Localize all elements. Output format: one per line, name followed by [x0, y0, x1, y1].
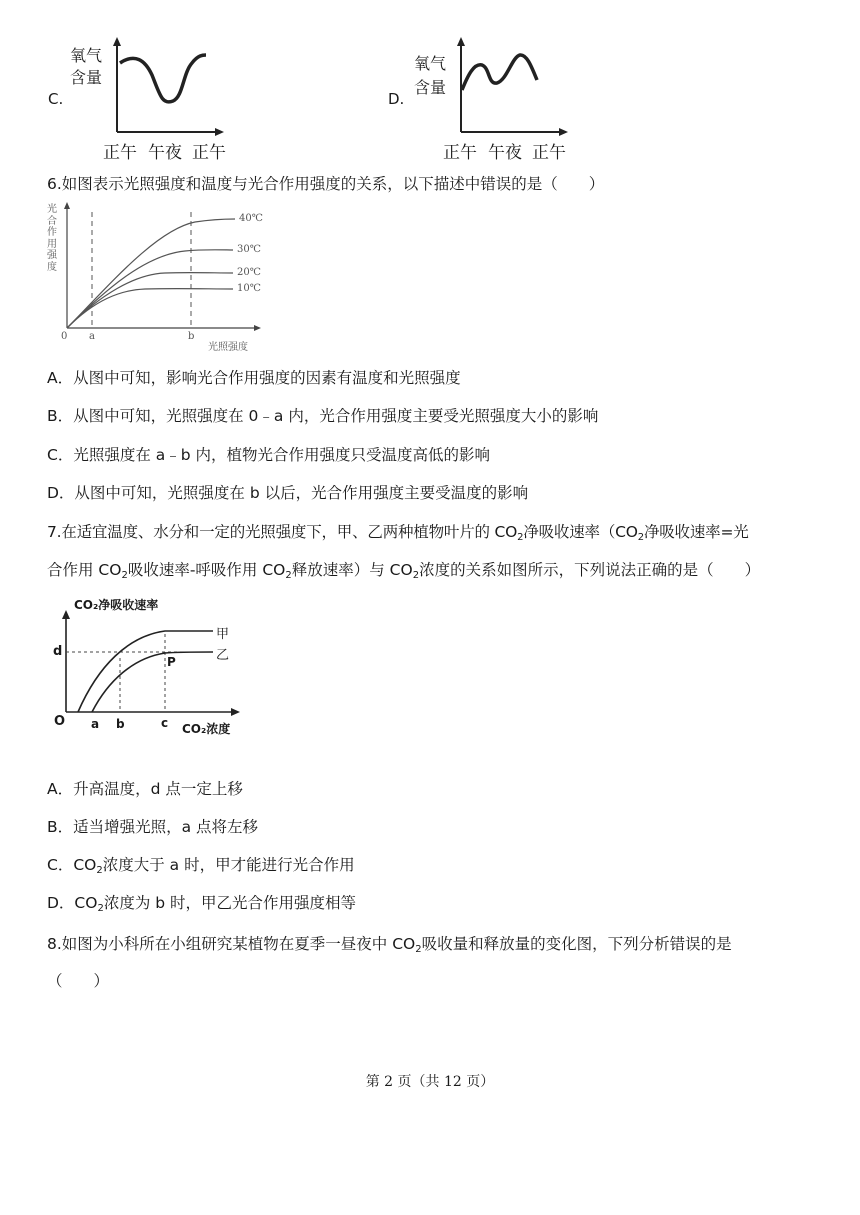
- y-axis-char: 度: [47, 261, 57, 273]
- x-mark-a: a: [91, 717, 100, 731]
- stem-text: 浓度的关系如图所示，下列说法正确的是（ ）: [419, 561, 761, 579]
- y-axis-label-line2: 含量: [70, 68, 103, 87]
- origin-label: O: [54, 714, 66, 729]
- y-axis-char: 作: [47, 227, 57, 238]
- q6-option-b: B．从图中可知，光照强度在 0﹣a 内，光合作用强度主要受光照强度大小的影响: [47, 407, 599, 425]
- stem-text: 吸收量和释放量的变化图，下列分析错误的是: [421, 935, 732, 953]
- point-p-label: P: [167, 655, 176, 669]
- x-axis-label: CO₂浓度: [182, 722, 231, 736]
- option-text: C．CO: [47, 856, 97, 874]
- page-number-footer: 第 2 页（共 12 页）: [365, 1074, 495, 1090]
- y-mark-d: d: [53, 644, 63, 659]
- q8-stem-line1: [47, 932, 732, 955]
- q7-option-c: [47, 853, 355, 876]
- x-mark-b: b: [116, 717, 125, 731]
- series-label-10c: 10℃: [237, 283, 261, 294]
- y-axis-char: 强: [47, 250, 57, 261]
- subscript-2: 2: [97, 903, 104, 914]
- y-axis-label-line2: 含量: [414, 78, 447, 97]
- option-letter: D.: [388, 90, 405, 108]
- x-tick-noon-start: 正午: [443, 143, 477, 163]
- series-label-20c: 20℃: [237, 267, 261, 278]
- stem-text: 7.在适宜温度、水分和一定的光照强度下，甲、乙两种植物叶片的 CO: [47, 523, 518, 541]
- x-tick-noon-end: 正午: [532, 143, 566, 163]
- x-tick-midnight: 午夜: [148, 143, 182, 163]
- option-text: D．CO: [47, 894, 98, 912]
- x-tick-noon-start: 正午: [103, 143, 137, 163]
- q5-option-c: [40, 35, 240, 165]
- option-letter: C.: [48, 90, 64, 108]
- origin-label: 0: [61, 331, 68, 342]
- series-label-30c: 30℃: [237, 244, 261, 255]
- q6-option-c: C．光照强度在 a﹣b 内，植物光合作用强度只受温度高低的影响: [47, 446, 491, 464]
- q6-figure: [45, 200, 275, 355]
- x-tick-midnight: 午夜: [488, 143, 522, 163]
- q5-option-d: [382, 35, 582, 165]
- stem-text: 合作用 CO: [47, 561, 122, 579]
- x-tick-noon-end: 正午: [192, 143, 226, 163]
- subscript-2: 2: [96, 865, 103, 876]
- q7-option-b: B．适当增强光照，a 点将左移: [47, 818, 259, 836]
- series-label-40c: 40℃: [239, 213, 263, 224]
- y-axis-label-line1: 氧气: [70, 46, 103, 65]
- q8-stem-line2: （ ）: [47, 972, 110, 990]
- q6-option-a: A．从图中可知，影响光合作用强度的因素有温度和光照强度: [47, 369, 461, 387]
- x-mark-a: a: [89, 331, 95, 342]
- y-axis-char: 用: [47, 238, 57, 250]
- q7-option-a: A．升高温度，d 点一定上移: [47, 780, 243, 798]
- x-mark-b: b: [188, 331, 195, 342]
- q6-option-d: D．从图中可知，光照强度在 b 以后，光合作用强度主要受温度的影响: [47, 484, 529, 502]
- series-label-yi: 乙: [216, 648, 230, 663]
- subscript-2: 2: [121, 570, 128, 581]
- option-text: 浓度为 b 时，甲乙光合作用强度相等: [103, 894, 357, 912]
- q7-option-d: [47, 891, 356, 914]
- q7-figure: [48, 596, 258, 746]
- q7-stem-line2: [47, 558, 760, 581]
- series-label-jia: 甲: [216, 627, 230, 642]
- stem-text: 8.如图为小科所在小组研究某植物在夏季一昼夜中 CO: [47, 935, 416, 953]
- x-mark-c: c: [161, 716, 169, 730]
- y-axis-char: 合: [47, 215, 57, 227]
- y-axis-label: CO₂净吸收速率: [74, 598, 159, 612]
- subscript-2: 2: [637, 532, 644, 543]
- stem-text: 净吸收速率=光: [643, 523, 749, 541]
- q6-stem: 6.如图表示光照强度和温度与光合作用强度的关系，以下描述中错误的是（ ）: [47, 175, 605, 193]
- y-axis-label: [47, 204, 59, 273]
- stem-text: 吸收速率-呼吸作用 CO: [127, 561, 286, 579]
- y-axis-label-line1: 氧气: [414, 54, 447, 73]
- x-axis-label: 光照强度: [208, 342, 248, 353]
- stem-text: 释放速率）与 CO: [291, 561, 413, 579]
- stem-text: 净吸收速率（CO: [523, 523, 638, 541]
- q7-stem-line1: [47, 520, 749, 543]
- subscript-2: 2: [415, 944, 422, 955]
- y-axis-char: 光: [47, 204, 57, 215]
- subscript-2: 2: [412, 570, 420, 581]
- option-text: 浓度大于 a 时，甲才能进行光合作用: [102, 856, 355, 874]
- subscript-2: 2: [285, 570, 292, 581]
- subscript-2: 2: [517, 532, 524, 543]
